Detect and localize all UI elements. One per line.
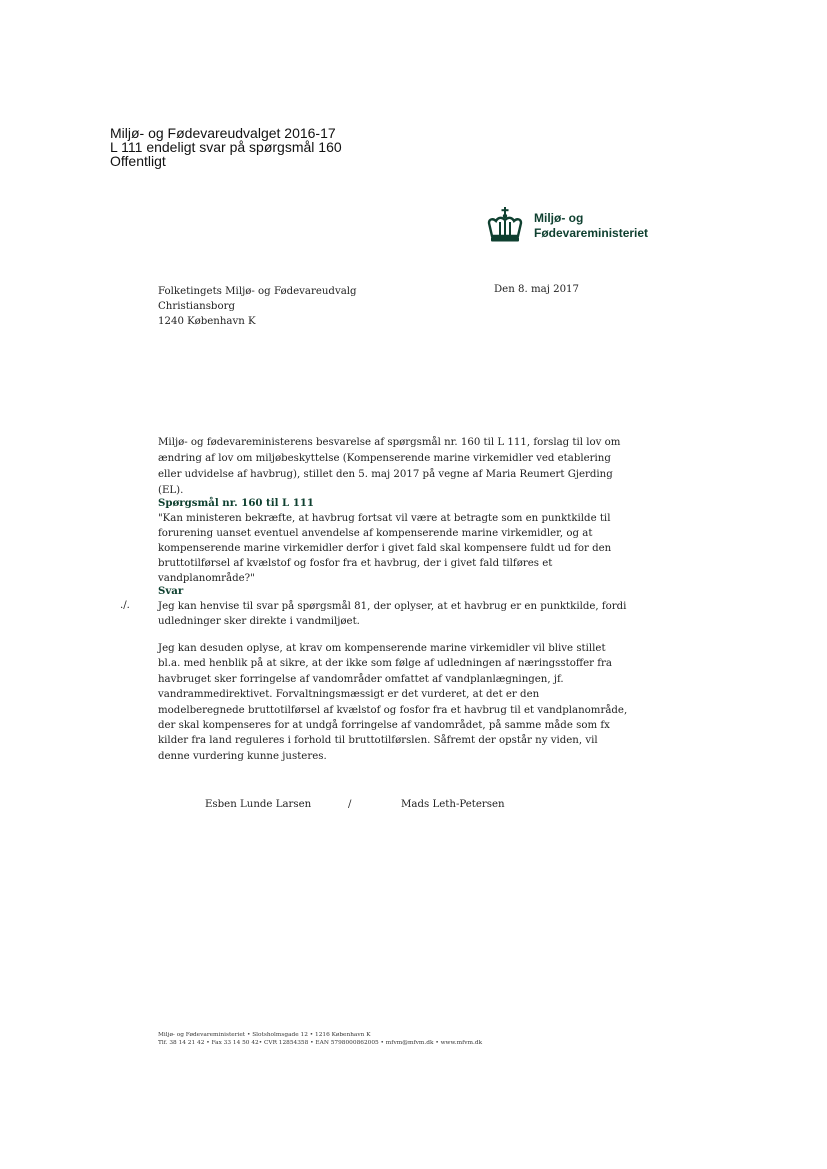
recipient-street: Christiansborg — [158, 301, 235, 312]
recipient-name: Folketingets Miljø- og Fødevareudvalg — [158, 286, 357, 297]
ministry-logo — [485, 206, 648, 246]
crown-icon — [485, 206, 525, 246]
ministry-name-line1: Miljø- og — [534, 211, 584, 225]
ministry-name-line2: Fødevareministeriet — [534, 226, 649, 240]
answer-paragraph-2: Jeg kan desuden oplyse, at krav om kompenserende marine virkemidler vil blive stillet bl.a. med henblik på at sikre, at der ikke som følge af udledningen af næringsstoffer fra havbruget sker forringelse af vandområder omfattet af vandplanlægningen, jf. vandrammedirektivet. Forvaltningsmæssigt er det vurderet, at det er den modelberegnede bruttotilførsel af kvælstof og fosfor fra et havbrug til et vandplanområde, der skal kompenseres for at undgå forringelse af vandområdet, på samme måde som fx kilder fra land reguleres i forhold til bruttotilførslen. Såfremt der opstår ny viden, vil denne vurdering kunne justeres. — [158, 643, 628, 762]
answer-paragraph-1: Jeg kan henvise til svar på spørgsmål 81, der oplyser, at et havbrug er en punktkilde, fordi udledninger sker direkte i vandmiljøet. — [158, 601, 627, 627]
intro-paragraph: Miljø- og fødevareministerens besvarelse af spørgsmål nr. 160 til L 111, forslag til lov om ændring af lov om miljøbeskyttelse (Kompenserende marine virkemidler ved etablering eller udvidelse af havbrug), stillet den 5. maj 2017 på vegne af Maria Reumert Gjerding (EL). — [158, 437, 621, 496]
question-text: "Kan ministeren bekræfte, at havbrug fortsat vil være at betragte som en punktkilde til forurening uanset eventuel anvendelse af kompenserende marine virkemidler, og at kompenserende marine virkemidler derfor i givet fald skal kompensere fuldt ud for den bruttotilførsel af kvælstof og fosfor fra et havbrug, der i givet fald tilføres et vandplanområde?" — [158, 513, 612, 584]
question-heading: Spørgsmål nr. 160 til L 111 — [158, 497, 315, 509]
signature-separator: / — [348, 799, 352, 810]
stamp-reference: L 111 endeligt svar på spørgsmål 160 — [110, 139, 342, 155]
document-stamp — [110, 126, 342, 168]
recipient-city: 1240 København K — [158, 316, 256, 327]
footer-contact: Tlf. 38 14 21 42 • Fax 33 14 50 42• CVR 12854358 • EAN 5798000862005 • mfvm@mfvm.dk • www.mfvm.dk — [158, 1040, 483, 1046]
answer-heading: Svar — [158, 585, 184, 597]
ministry-name — [534, 211, 648, 241]
signature-second: Mads Leth-Petersen — [401, 799, 505, 810]
recipient-address — [158, 284, 357, 329]
letter-date: Den 8. maj 2017 — [494, 284, 580, 295]
page-footer — [158, 1031, 482, 1047]
signature-minister: Esben Lunde Larsen — [205, 799, 312, 810]
footer-address: Miljø- og Fødevareministeriet • Slotsholmsgade 12 • 1216 København K — [158, 1032, 371, 1038]
stamp-committee: Miljø- og Fødevareudvalget 2016-17 — [110, 125, 336, 141]
stamp-status: Offentligt — [110, 153, 166, 169]
annex-mark: ./. — [120, 600, 130, 611]
